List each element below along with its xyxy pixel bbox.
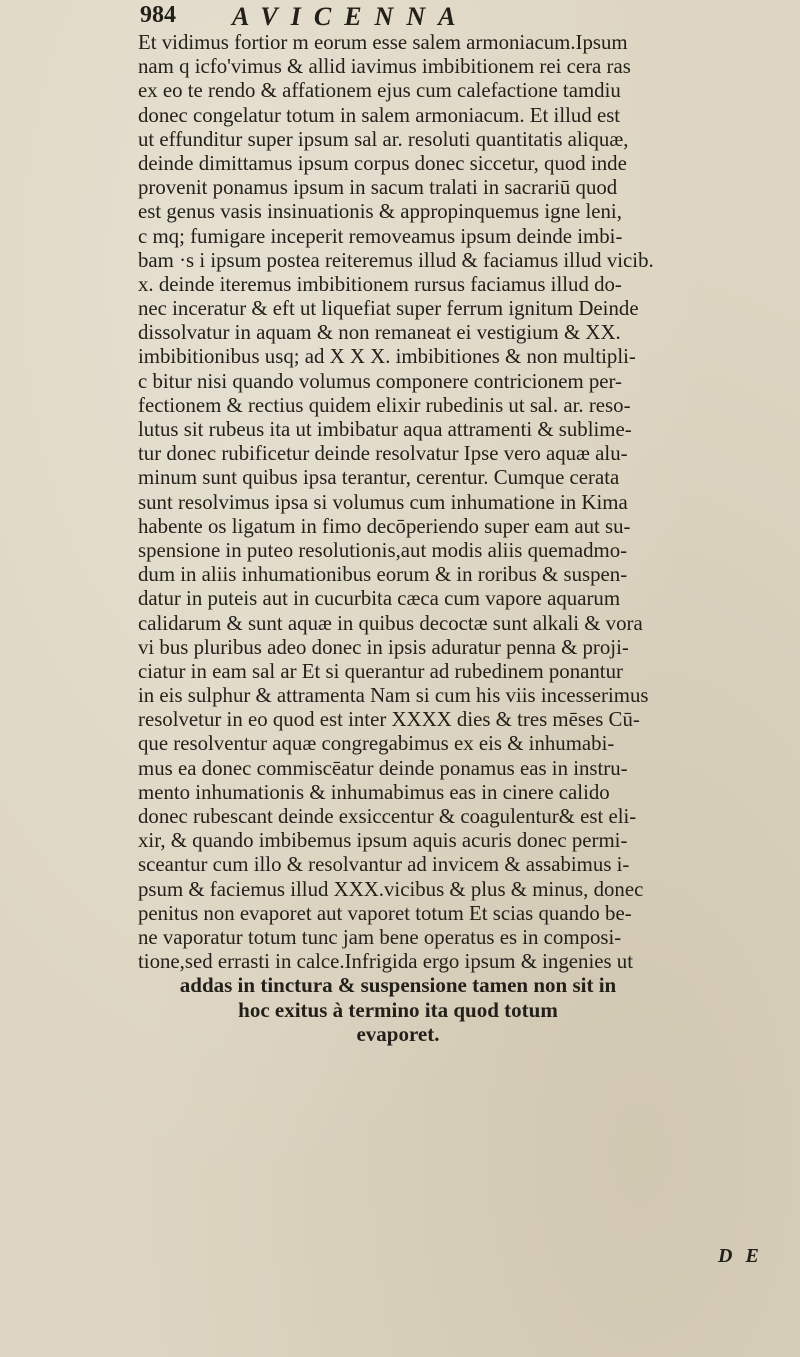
text-line: ne vaporatur totum tunc jam bene operatus es in composi- [138,924,622,949]
running-head: AVICENNA [232,2,469,31]
text-line: in eis sulphur & attramenta Nam si cum his viis incesserimus [138,683,649,708]
text-line: ut effunditur super ipsum sal ar. resoluti quantitatis aliquæ, [138,126,629,151]
text-line: bam ·s i ipsum postea reiteremus illud & faciamus illud vicib. [138,247,654,272]
text-line: addas in tinctura & suspensione tamen non sit in [179,973,617,998]
text-line: tur donec rubificetur deinde resolvatur Ipse vero aquæ alu- [138,441,628,466]
text-line: c bitur nisi quando volumus componere contricionem per- [138,368,623,393]
text-line: resolvetur in eo quod est inter XXXX dies & tres mēses Cū- [138,707,640,732]
text-line: spensione in puteo resolutionis,aut modis aliis quemadmo- [138,537,628,562]
text-line: provenit ponamus ipsum in sacum tralati in sacrariū quod [138,175,618,200]
text-line: minum sunt quibus ipsa terantur, cerentur. Cumque cerata [138,465,620,490]
text-line: ciatur in eam sal ar Et si querantur ad rubedinem ponantur [138,658,623,683]
body-text [138,30,798,1046]
text-line: c mq; fumigare inceperit removeamus ipsum deinde imbi- [138,223,623,248]
text-line: imbibitionibus usq; ad X X X. imbibitiones & non multipli- [138,344,636,369]
text-line: sceantur cum illo & resolvantur ad invicem & assabimus i- [138,852,630,877]
text-line: donec rubescant deinde exsiccentur & coagulentur& est eli- [138,804,637,828]
text-line: fectionem & rectius quidem elixir rubedinis ut sal. ar. reso- [138,392,631,417]
text-line: nec inceratur & eft ut liquefiat super ferrum ignitum Deinde [138,296,639,321]
page-header [140,2,660,32]
page-number: 984 [140,2,176,28]
text-line: evaporet. [356,1021,440,1046]
text-line: tione,sed errasti in calce.Infrigida ergo ipsum & ingenies ut [138,949,634,974]
text-line: penitus non evaporet aut vaporet totum Et scias quando be- [138,900,632,925]
text-line: mus ea donec commiscēatur deinde ponamus eas in instru- [138,755,628,780]
text-line: calidarum & sunt aquæ in quibus decoctæ sunt alkali & vora [138,610,643,635]
text-line: dum in aliis inhumationibus eorum & in roribus & suspen- [138,562,628,587]
text-line: est genus vasis insinuationis & appropinquemus igne leni, [138,199,622,224]
text-line: lutus sit rubeus ita ut imbibatur aqua attramenti & sublime- [138,417,632,441]
text-line: psum & faciemus illud XXX.vicibus & plus & minus, donec [138,876,644,901]
text-line: nam q icfo'vimus & allid iavimus imbibitionem rei cera ras [138,54,631,79]
text-line: habente os ligatum in fimo decōperiendo super eam aut su- [138,513,631,538]
text-line: vi bus pluribus adeo donec in ipsis aduratur penna & proji- [138,634,629,659]
text-line: ex eo te rendo & affationem ejus cum calefactione tamdiu [138,78,621,103]
text-line: dissolvatur in aquam & non remaneat ei vestigium & XX. [138,320,621,345]
text-line: datur in puteis aut in cucurbita cæca cum vapore aquarum [138,586,621,611]
text-line: Et vidimus fortior m eorum esse salem armoniacum.Ipsum [138,30,628,54]
text-line: deinde dimittamus ipsum corpus donec siccetur, quod inde [138,150,627,175]
text-line: que resolventur aquæ congregabimus ex eis & inhumabi- [138,731,615,756]
text-line: x. deinde iteremus imbibitionem rursus faciamus illud do- [138,271,622,296]
text-line: xir, & quando imbibemus ipsum aquis acuris donec permi- [138,828,628,853]
text-line: sunt resolvimus ipsa si volumus cum inhumatione in Kima [138,489,628,514]
text-line: mento inhumationis & inhumabimus eas in cinere calido [138,779,610,804]
text-line: hoc exitus à termino ita quod totum [238,997,558,1022]
text-line: donec congelatur totum in salem armoniacum. Et illud est [138,102,621,127]
catchword: D E [718,1245,763,1267]
